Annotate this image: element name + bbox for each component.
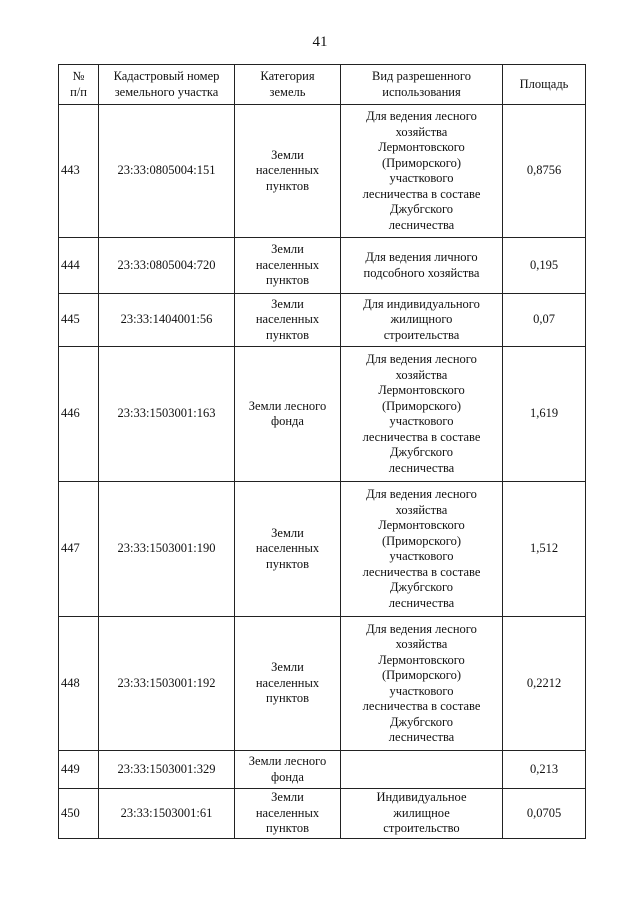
row-area: 1,512 — [503, 482, 586, 617]
row-cadastral: 23:33:1503001:329 — [99, 751, 235, 789]
header-num: № п/п — [59, 65, 99, 105]
row-cadastral: 23:33:0805004:151 — [99, 105, 235, 238]
row-num: 445 — [59, 294, 99, 347]
row-category: Земли лесного фонда — [235, 347, 341, 482]
table-row — [59, 294, 586, 347]
row-usage: Для ведения лесного хозяйства Лермонтовского (Приморского) участкового лесничества в составе Джубгского лесничества — [341, 105, 503, 238]
row-usage: Для ведения личного подсобного хозяйства — [341, 238, 503, 294]
row-cadastral: 23:33:1503001:163 — [99, 347, 235, 482]
row-area: 0,195 — [503, 238, 586, 294]
row-cadastral: 23:33:1503001:61 — [99, 789, 235, 839]
row-num: 449 — [59, 751, 99, 789]
row-category: Земли населенных пунктов — [235, 789, 341, 839]
row-category: Земли населенных пунктов — [235, 238, 341, 294]
row-num: 446 — [59, 347, 99, 482]
row-usage — [341, 751, 503, 789]
header-area: Площадь — [503, 65, 586, 105]
row-usage: Для ведения лесного хозяйства Лермонтовского (Приморского) участкового лесничества в составе Джубгского лесничества — [341, 347, 503, 482]
row-num: 447 — [59, 482, 99, 617]
table-row — [59, 617, 586, 751]
row-usage: Для ведения лесного хозяйства Лермонтовского (Приморского) участкового лесничества в составе Джубгского лесничества — [341, 482, 503, 617]
row-area: 0,0705 — [503, 789, 586, 839]
row-area: 0,07 — [503, 294, 586, 347]
row-category: Земли населенных пунктов — [235, 105, 341, 238]
row-usage: Для ведения лесного хозяйства Лермонтовского (Приморского) участкового лесничества в составе Джубгского лесничества — [341, 617, 503, 751]
row-num: 444 — [59, 238, 99, 294]
table-row — [59, 482, 586, 617]
header-usage: Вид разрешенного использования — [341, 65, 503, 105]
row-area: 0,2212 — [503, 617, 586, 751]
table-row — [59, 789, 586, 839]
row-category: Земли лесного фонда — [235, 751, 341, 789]
row-category: Земли населенных пунктов — [235, 482, 341, 617]
table-row — [59, 105, 586, 238]
land-plots-table — [58, 64, 586, 839]
row-category: Земли населенных пунктов — [235, 617, 341, 751]
row-cadastral: 23:33:1404001:56 — [99, 294, 235, 347]
row-num: 443 — [59, 105, 99, 238]
row-cadastral: 23:33:0805004:720 — [99, 238, 235, 294]
table-row — [59, 238, 586, 294]
row-category: Земли населенных пунктов — [235, 294, 341, 347]
header-category: Категория земель — [235, 65, 341, 105]
header-cadastral: Кадастровый номер земельного участка — [99, 65, 235, 105]
table-row — [59, 347, 586, 482]
table-header-row — [59, 65, 586, 105]
row-num: 448 — [59, 617, 99, 751]
row-cadastral: 23:33:1503001:192 — [99, 617, 235, 751]
row-cadastral: 23:33:1503001:190 — [99, 482, 235, 617]
row-area: 0,213 — [503, 751, 586, 789]
row-num: 450 — [59, 789, 99, 839]
row-usage: Индивидуальное жилищное строительство — [341, 789, 503, 839]
row-usage: Для индивидуального жилищного строительства — [341, 294, 503, 347]
row-area: 1,619 — [503, 347, 586, 482]
table-row — [59, 751, 586, 789]
page-number: 41 — [312, 34, 328, 50]
row-area: 0,8756 — [503, 105, 586, 238]
